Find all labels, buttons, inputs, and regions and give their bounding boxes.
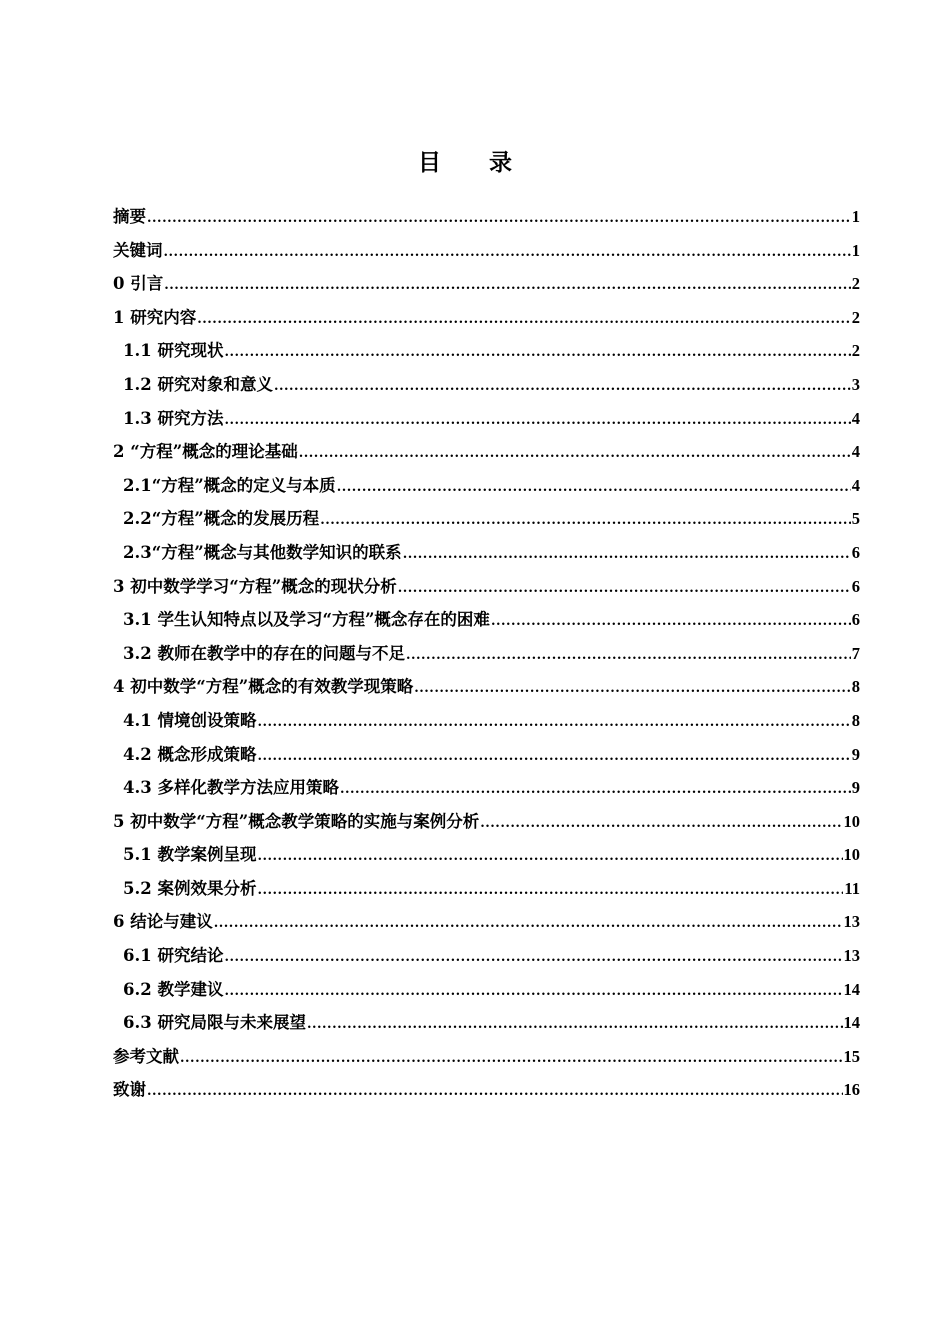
toc-leader-dots [214, 907, 843, 941]
toc-entry-page-number: 14 [843, 979, 860, 999]
toc-leader-dots [398, 572, 851, 606]
toc-entry-label: 6.2 教学建议 [123, 979, 224, 999]
toc-entry-page-number: 2 [851, 307, 860, 327]
toc-entry[interactable] [113, 1073, 860, 1107]
toc-entry-label: 1.3 研究方法 [123, 408, 224, 428]
toc-entry-page-number: 10 [843, 845, 860, 865]
toc-entry-label: 参考文献 [113, 1046, 179, 1066]
toc-leader-dots [274, 370, 851, 404]
toc-leader-dots [320, 504, 851, 538]
toc-entry-label: 1.1 研究现状 [123, 341, 224, 361]
toc-entry[interactable] [113, 301, 860, 335]
toc-leader-dots [491, 605, 851, 639]
toc-leader-dots [164, 269, 851, 303]
toc-leader-dots [257, 706, 850, 740]
toc-entry-label: 5.2 案例效果分析 [123, 878, 257, 898]
toc-entry-label: 2.1“方程”概念的定义与本质 [123, 475, 336, 495]
toc-entry[interactable] [113, 1040, 860, 1074]
toc-entry-page-number: 4 [851, 408, 860, 428]
toc-leader-dots [307, 1008, 843, 1042]
toc-entry[interactable] [113, 234, 860, 268]
toc-entry[interactable] [113, 637, 860, 671]
toc-entry-page-number: 2 [851, 341, 860, 361]
toc-entry-label: 摘要 [113, 207, 146, 226]
toc-entry-label: 4.2 概念形成策略 [123, 744, 257, 764]
toc-entry-label: 2 “方程”概念的理论基础 [113, 442, 298, 462]
toc-entry[interactable] [113, 872, 860, 906]
toc-leader-dots [224, 975, 842, 1009]
toc-entry-page-number: 16 [843, 1080, 860, 1100]
toc-entry-label: 6.3 研究局限与未来展望 [123, 1013, 306, 1033]
toc-entry[interactable] [113, 200, 860, 234]
toc-entry-page-number: 15 [843, 1046, 860, 1066]
toc-entry[interactable] [113, 469, 860, 503]
toc-entry-page-number: 8 [851, 677, 860, 697]
toc-entry-page-number: 1 [851, 207, 860, 226]
toc-entry-page-number: 6 [851, 610, 860, 630]
toc-leader-dots [480, 807, 842, 841]
toc-entry[interactable] [113, 939, 860, 973]
toc-entry[interactable] [113, 334, 860, 368]
toc-entry[interactable] [113, 670, 860, 704]
toc-leader-dots [257, 740, 850, 774]
toc-entry-page-number: 9 [851, 744, 860, 764]
toc-entry[interactable] [113, 368, 860, 402]
toc-leader-dots [224, 404, 850, 438]
toc-leader-dots [224, 941, 842, 975]
toc-entry[interactable] [113, 704, 860, 738]
toc-entry[interactable] [113, 435, 860, 469]
toc-entry-page-number: 14 [843, 1013, 860, 1033]
toc-leader-dots [147, 1075, 843, 1109]
toc-entry[interactable] [113, 502, 860, 536]
toc-entry-page-number: 5 [851, 509, 860, 529]
toc-entry-page-number: 9 [851, 778, 860, 798]
toc-entry-label: 5 初中数学“方程”概念教学策略的实施与案例分析 [113, 811, 480, 831]
toc-entry-label: 4.1 情境创设策略 [123, 710, 257, 730]
toc-entry-label: 0 引言 [113, 274, 164, 294]
toc-entry-page-number: 4 [851, 442, 860, 462]
toc-entry-label: 2.2“方程”概念的发展历程 [123, 509, 320, 529]
toc-entry-label: 1 研究内容 [113, 307, 197, 327]
toc-entry[interactable] [113, 570, 860, 604]
toc-leader-dots [403, 538, 851, 572]
toc-entry-page-number: 13 [843, 912, 860, 932]
toc-entry[interactable] [113, 805, 860, 839]
toc-leader-dots [257, 874, 843, 908]
toc-list [113, 200, 860, 1107]
toc-title: 目录 [418, 149, 560, 176]
toc-entry-label: 1.2 研究对象和意义 [123, 374, 273, 394]
toc-entry-page-number: 2 [851, 274, 860, 294]
toc-entry-page-number: 3 [851, 374, 860, 394]
toc-entry[interactable] [113, 1006, 860, 1040]
toc-entry[interactable] [113, 838, 860, 872]
toc-entry-page-number: 6 [851, 542, 860, 562]
toc-entry-label: 3.2 教师在教学中的存在的问题与不足 [123, 643, 405, 663]
toc-entry-page-number: 4 [851, 475, 860, 495]
toc-entry-page-number: 11 [844, 878, 860, 898]
toc-entry[interactable] [113, 738, 860, 772]
toc-leader-dots [197, 303, 851, 337]
toc-leader-dots [299, 437, 851, 471]
toc-entry-page-number: 6 [851, 576, 860, 596]
toc-entry-label: 关键词 [113, 240, 163, 260]
toc-leader-dots [406, 639, 851, 673]
toc-entry-page-number: 13 [843, 946, 860, 966]
toc-leader-dots [180, 1042, 843, 1076]
toc-entry-label: 致谢 [113, 1080, 146, 1100]
toc-entry-label: 6 结论与建议 [113, 912, 213, 932]
toc-leader-dots [414, 672, 851, 706]
toc-entry[interactable] [113, 771, 860, 805]
toc-entry-label: 6.1 研究结论 [123, 946, 224, 966]
toc-leader-dots [257, 840, 842, 874]
toc-entry-label: 5.1 教学案例呈现 [123, 845, 257, 865]
toc-leader-dots [147, 202, 851, 236]
toc-entry[interactable] [113, 267, 860, 301]
toc-entry-page-number: 8 [851, 710, 860, 730]
toc-entry[interactable] [113, 973, 860, 1007]
toc-leader-dots [337, 471, 851, 505]
toc-leader-dots [224, 336, 850, 370]
toc-entry-label: 3 初中数学学习“方程”概念的现状分析 [113, 576, 397, 596]
toc-entry-page-number: 1 [851, 240, 860, 260]
toc-entry-label: 3.1 学生认知特点以及学习“方程”概念存在的困难 [123, 610, 490, 630]
toc-entry-label: 2.3“方程”概念与其他数学知识的联系 [123, 542, 402, 562]
toc-entry[interactable] [113, 536, 860, 570]
toc-entry-page-number: 10 [843, 811, 860, 831]
toc-leader-dots [340, 773, 851, 807]
toc-leader-dots [164, 236, 851, 270]
toc-entry[interactable] [113, 905, 860, 939]
toc-entry-page-number: 7 [851, 643, 860, 663]
toc-entry-label: 4.3 多样化教学方法应用策略 [123, 778, 339, 798]
toc-entry[interactable] [113, 402, 860, 436]
toc-entry[interactable] [113, 603, 860, 637]
toc-entry-label: 4 初中数学“方程”概念的有效教学现策略 [113, 677, 414, 697]
